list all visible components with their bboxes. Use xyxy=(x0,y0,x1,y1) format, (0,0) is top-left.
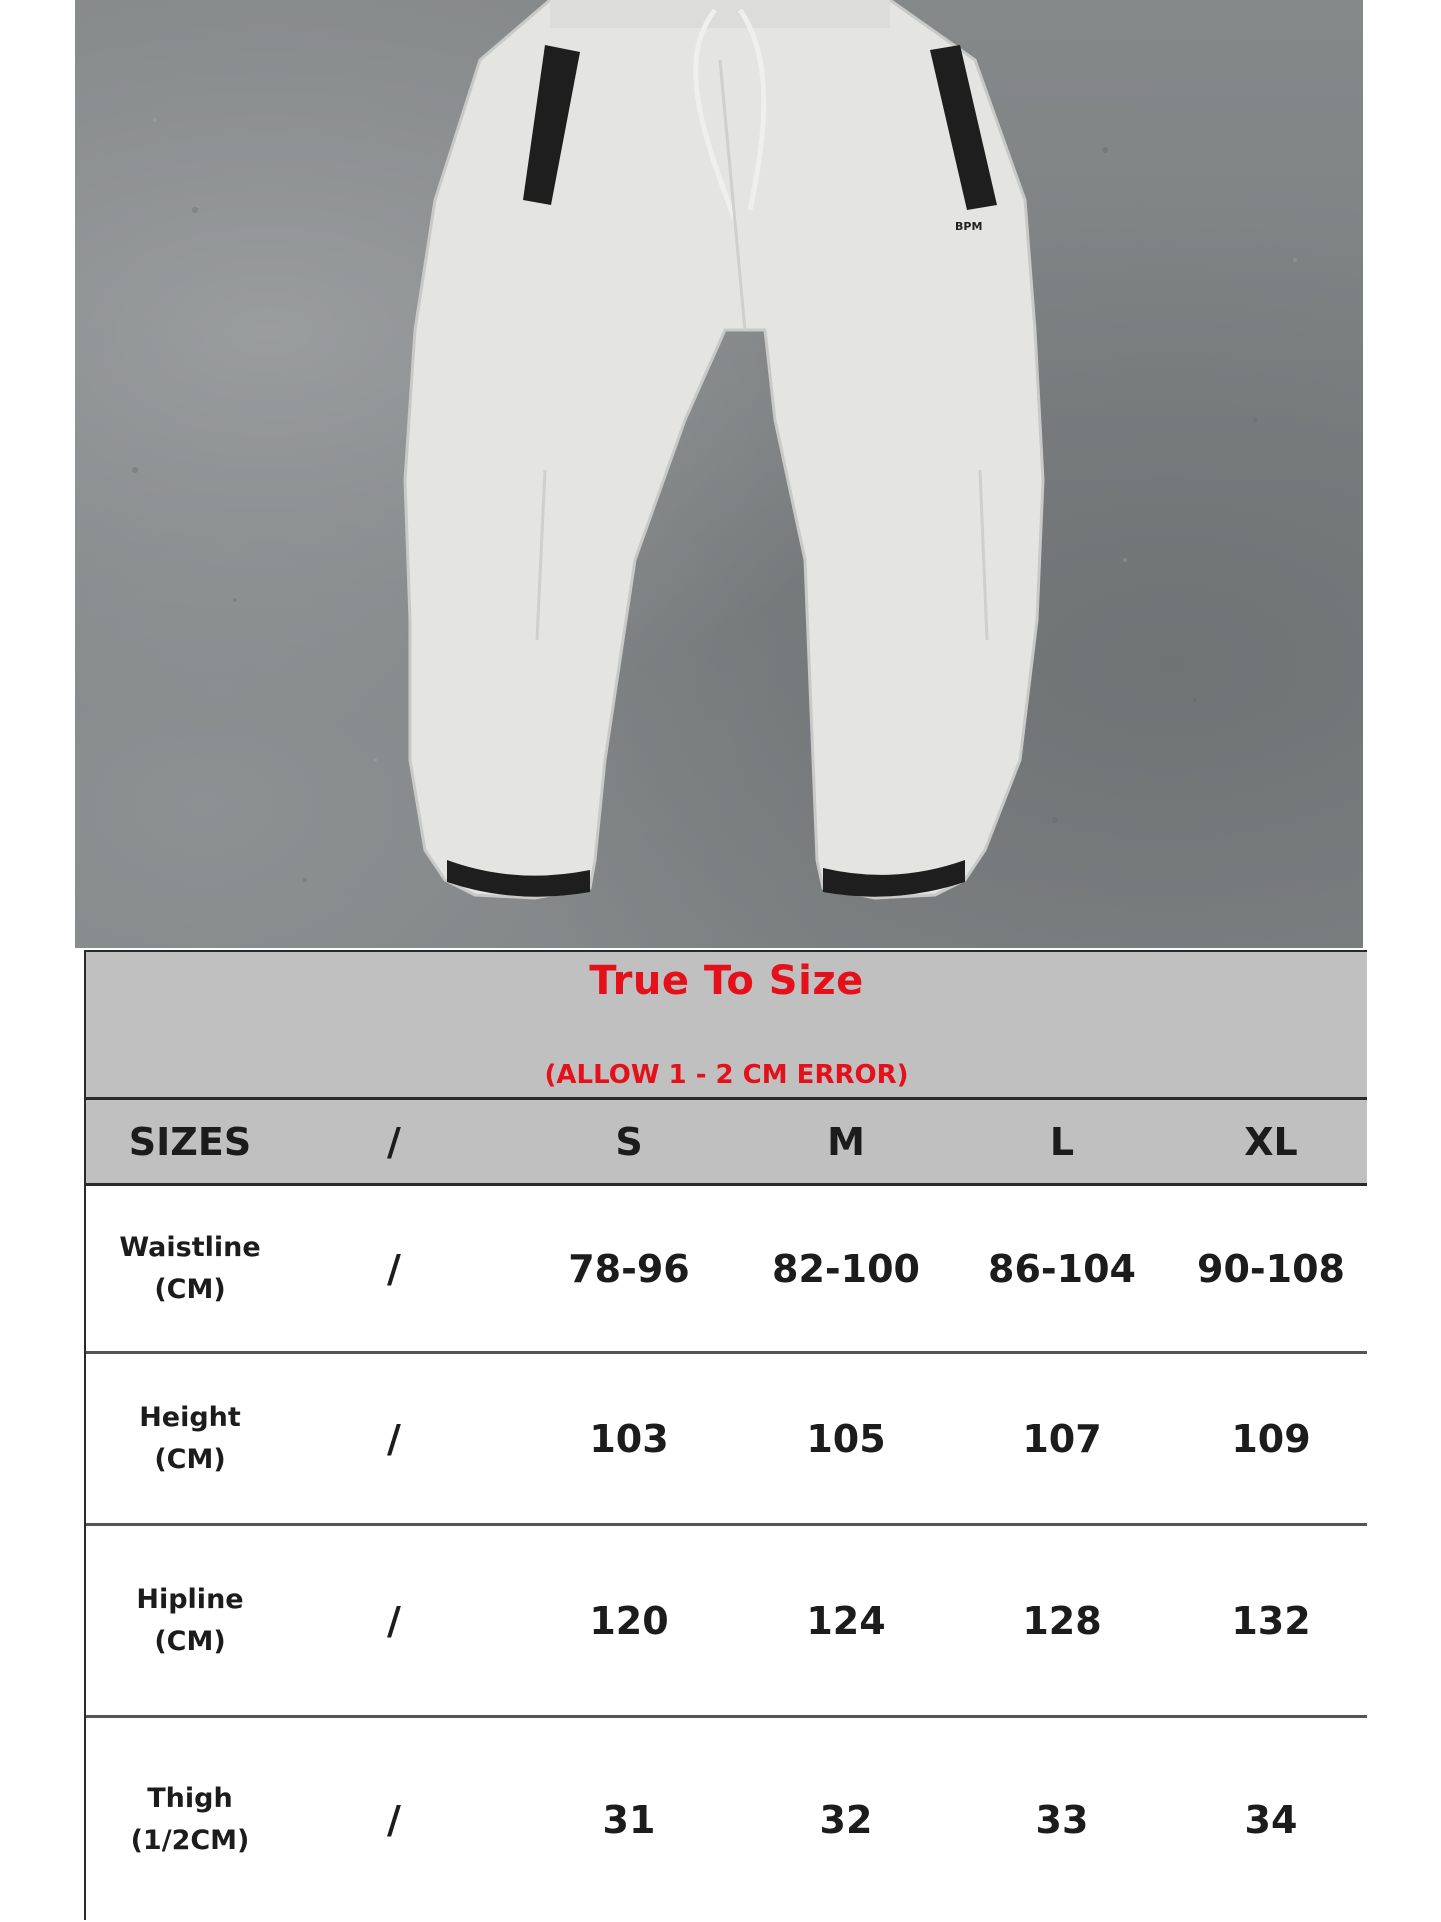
table-row-hipline xyxy=(86,1526,1367,1718)
value-l: 33 xyxy=(1035,1798,1089,1842)
value-s: 120 xyxy=(589,1598,669,1643)
row-separator: / xyxy=(387,1598,401,1643)
sweatpants-illustration xyxy=(75,0,1363,948)
header-size-s: S xyxy=(615,1119,643,1164)
value-s: 78-96 xyxy=(568,1246,690,1291)
row-separator: / xyxy=(387,1798,401,1842)
table-row-waistline xyxy=(86,1186,1367,1354)
header-size-l: L xyxy=(1049,1119,1075,1164)
size-header-row xyxy=(86,1100,1367,1186)
header-size-m: M xyxy=(827,1119,865,1164)
value-xl: 132 xyxy=(1231,1598,1311,1643)
value-s: 31 xyxy=(602,1798,656,1842)
value-xl: 109 xyxy=(1231,1416,1311,1461)
value-s: 103 xyxy=(589,1416,669,1461)
row-label xyxy=(86,1186,294,1351)
table-row-thigh xyxy=(86,1718,1367,1922)
row-label-line2: (CM) xyxy=(154,1273,226,1305)
value-l: 128 xyxy=(1022,1598,1102,1643)
size-chart-banner xyxy=(86,952,1367,1100)
value-m: 124 xyxy=(806,1598,886,1643)
value-m: 32 xyxy=(819,1798,873,1842)
row-separator: / xyxy=(387,1246,401,1291)
row-label-line1: Hipline xyxy=(136,1583,244,1615)
value-m: 105 xyxy=(806,1416,886,1461)
header-size-xl: XL xyxy=(1244,1119,1298,1164)
fit-label: True To Size xyxy=(589,958,864,1004)
row-label-line2: (CM) xyxy=(154,1625,226,1657)
row-label-line2: (CM) xyxy=(154,1443,226,1475)
value-xl: 90-108 xyxy=(1197,1246,1345,1291)
value-xl: 34 xyxy=(1244,1798,1298,1842)
value-l: 86-104 xyxy=(988,1246,1136,1291)
row-separator: / xyxy=(387,1416,401,1461)
size-chart xyxy=(84,950,1367,1920)
table-row-height xyxy=(86,1354,1367,1526)
row-label xyxy=(86,1718,294,1922)
value-m: 82-100 xyxy=(772,1246,920,1291)
row-label-line1: Thigh xyxy=(147,1783,233,1815)
row-label-line2: (1/2CM) xyxy=(130,1825,250,1856)
row-label xyxy=(86,1354,294,1523)
row-label-line1: Height xyxy=(139,1401,241,1433)
header-separator: / xyxy=(387,1119,401,1164)
product-photo xyxy=(75,0,1363,948)
tolerance-note: (ALLOW 1 - 2 CM ERROR) xyxy=(544,1060,909,1090)
header-sizes: SIZES xyxy=(128,1119,252,1164)
row-label xyxy=(86,1526,294,1715)
value-l: 107 xyxy=(1022,1416,1102,1461)
row-label-line1: Waistline xyxy=(119,1231,261,1263)
logo-text: BPM xyxy=(955,220,983,233)
